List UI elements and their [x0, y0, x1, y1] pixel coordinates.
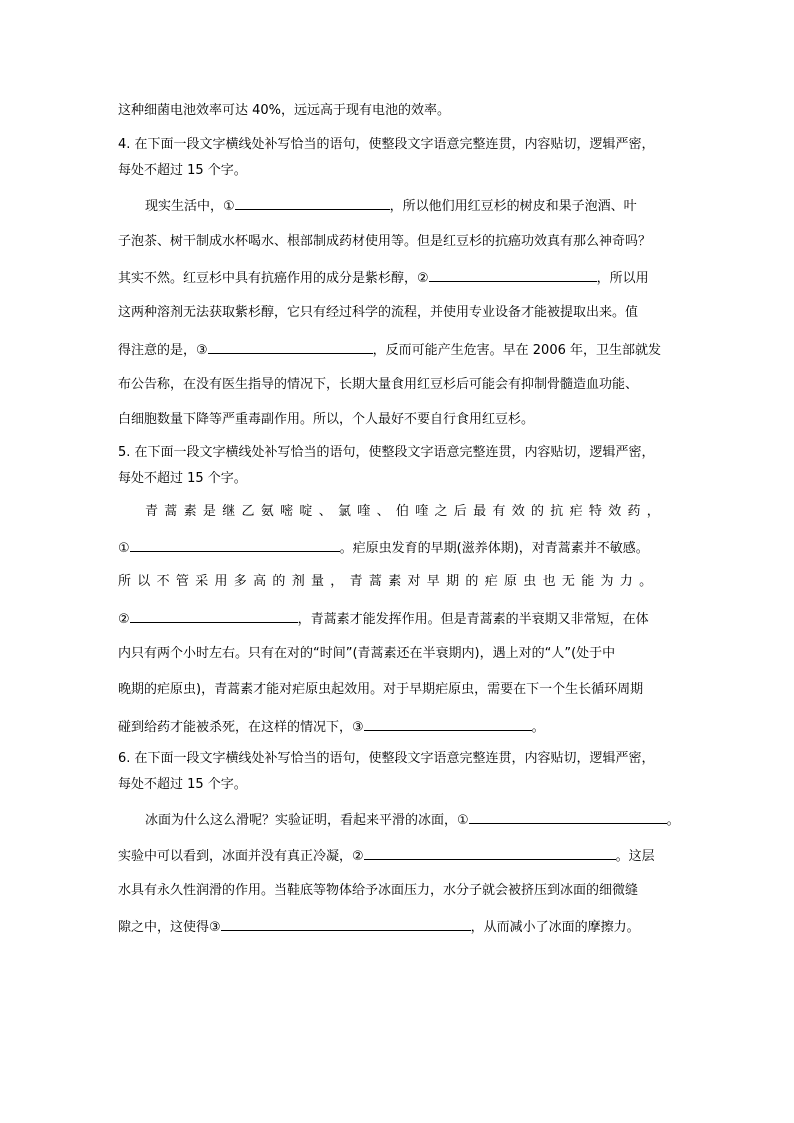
- text-line: [118, 233, 651, 251]
- text-line: [118, 776, 247, 794]
- text-line: [118, 162, 247, 180]
- answer-blank: [130, 538, 340, 552]
- answer-blank: [429, 268, 597, 282]
- text-segment: ，所以他们用红豆杉的树皮和果子泡酒、叶: [389, 199, 637, 214]
- text-line: [118, 470, 247, 488]
- text-segment: ，从而减小了冰面的摩擦力。: [470, 920, 640, 935]
- text-line: [118, 645, 615, 663]
- text-segment: 碰到给药才能被杀死，在这样的情况下，③: [118, 720, 364, 735]
- text-segment: 布公告称，在没有医生指导的情况下，长期大量食用红豆杉后可能会有抑制骨髓造血功能、: [118, 377, 639, 392]
- text-segment: 冰面为什么这么滑呢？实验证明，看起来平滑的冰面，①: [145, 813, 469, 828]
- answer-blank: [221, 917, 471, 931]
- text-segment: 所以不管采用多高的剂量，青蒿素对早期的疟原虫也无能为力。: [118, 574, 659, 589]
- text-line: [118, 376, 638, 394]
- text-segment: 4. 在下面一段文字横线处补写恰当的语句，使整段文字语意完整连贯，内容贴切，逻辑严密，: [118, 137, 655, 152]
- text-segment: 青蒿素是继乙氨嘧啶、氯喹、伯喹之后最有效的抗疟特效药，: [145, 504, 667, 519]
- text-line: [118, 444, 655, 462]
- answer-blank: [364, 846, 616, 860]
- text-line: [118, 340, 661, 360]
- text-segment: 这两种溶剂无法获取紫杉醇，它只有经过科学的流程，并使用专业设备才能被提取出来。值: [118, 305, 639, 320]
- text-segment: 其实不然。红豆杉中具有抗癌作用的成分是紫杉醇，②: [118, 271, 429, 286]
- text-segment: 得注意的是，③: [118, 343, 208, 358]
- answer-blank: [130, 609, 298, 623]
- text-segment: ①: [118, 541, 130, 556]
- text-segment: 内只有两个小时左右。只有在对的“时间”(青蒿素还在半衰期内)，遇上对的“人”(处于中: [118, 646, 616, 661]
- text-segment: 晚期的疟原虫)，青蒿素才能对疟原虫起效用。对于早期疟原虫，需要在下一个生长循环周期: [118, 682, 644, 697]
- text-segment: 每处不超过 15 个字。: [118, 471, 247, 486]
- text-line: [118, 268, 649, 288]
- text-line: [118, 136, 655, 154]
- text-line: [118, 846, 655, 866]
- text-segment: 隙之中，这使得③: [118, 920, 221, 935]
- text-line: [118, 750, 655, 768]
- text-line: [145, 503, 666, 521]
- text-line: [118, 609, 649, 629]
- text-line: [118, 573, 658, 591]
- text-line: [118, 102, 450, 120]
- text-segment: 子泡茶、树干制成水杯喝水、根部制成药材使用等。但是红豆杉的抗癌功效真有那么神奇吗？: [118, 234, 652, 249]
- text-segment: ②: [118, 612, 130, 627]
- text-line: [118, 882, 638, 900]
- text-segment: ，青蒿素才能发挥作用。但是青蒿素的半衰期又非常短，在体: [297, 612, 649, 627]
- text-line: [118, 304, 638, 322]
- text-segment: 这种细菌电池效率可达 40%，远远高于现有电池的效率。: [118, 103, 451, 118]
- text-segment: 每处不超过 15 个字。: [118, 777, 247, 792]
- text-segment: 每处不超过 15 个字。: [118, 163, 247, 178]
- text-line: [145, 196, 637, 216]
- text-segment: 现实生活中，①: [145, 199, 235, 214]
- text-segment: 6. 在下面一段文字横线处补写恰当的语句，使整段文字语意完整连贯，内容贴切，逻辑严密，: [118, 751, 655, 766]
- text-segment: 水具有永久性润滑的作用。当鞋底等物体给予冰面压力，水分子就会被挤压到冰面的细微缝: [118, 883, 639, 898]
- text-line: [118, 917, 640, 937]
- text-line: [118, 717, 545, 737]
- answer-blank: [208, 340, 373, 354]
- text-line: [118, 681, 643, 699]
- text-segment: 实验中可以看到，冰面并没有真正冷凝，②: [118, 849, 364, 864]
- text-segment: 白细胞数量下降等严重毒副作用。所以，个人最好不要自行食用红豆杉。: [118, 412, 535, 427]
- text-line: [118, 411, 534, 429]
- text-segment: ，所以用: [596, 271, 649, 286]
- text-segment: 。这层: [615, 849, 655, 864]
- text-segment: ，反而可能产生危害。早在 2006 年，卫生部就发: [372, 343, 662, 358]
- answer-blank: [364, 717, 532, 731]
- text-line: [145, 810, 680, 830]
- answer-blank: [469, 810, 667, 824]
- text-segment: 5. 在下面一段文字横线处补写恰当的语句，使整段文字语意完整连贯，内容贴切，逻辑严密，: [118, 445, 655, 460]
- answer-blank: [235, 196, 390, 210]
- text-segment: 。: [531, 720, 545, 735]
- text-segment: 。疟原虫发育的早期(滋养体期)，对青蒿素并不敏感。: [339, 541, 649, 556]
- text-segment: 。: [666, 813, 680, 828]
- text-line: [118, 538, 649, 558]
